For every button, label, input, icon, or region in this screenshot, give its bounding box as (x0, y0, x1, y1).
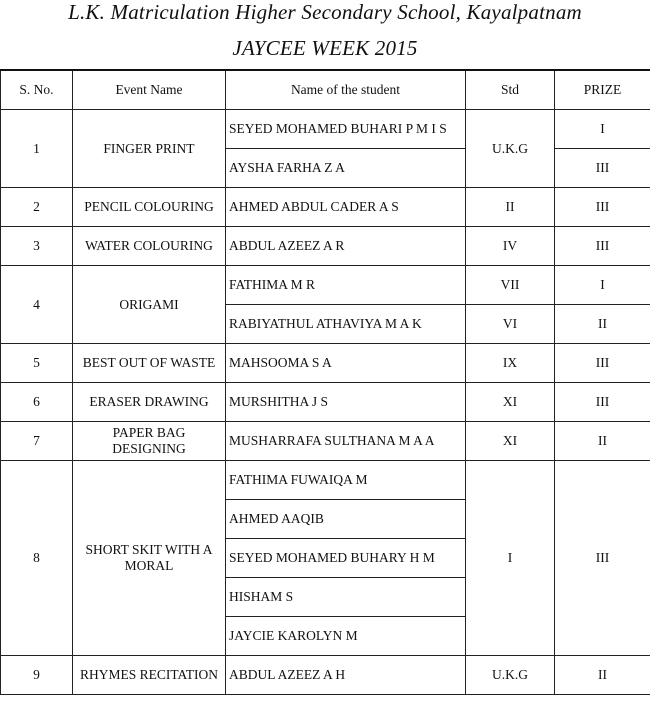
school-title: L.K. Matriculation Higher Secondary School, Kayalpatnam (68, 0, 582, 24)
student-cell: FATHIMA FUWAIQA M (226, 461, 466, 500)
student-cell: AHMED AAQIB (226, 500, 466, 539)
col-header-sno: S. No. (1, 70, 73, 110)
table-row (1, 266, 650, 305)
sno-cell: 8 (1, 461, 73, 656)
event-cell: WATER COLOURING (73, 227, 226, 266)
table-row (1, 383, 650, 422)
prize-cell: III (555, 344, 650, 383)
prize-cell: II (555, 422, 650, 461)
prize-cell: II (555, 305, 650, 344)
student-cell: FATHIMA M R (226, 266, 466, 305)
header-row (1, 70, 650, 110)
event-cell: PAPER BAG DESIGNING (73, 422, 226, 461)
std-cell: II (466, 188, 555, 227)
sno-cell: 3 (1, 227, 73, 266)
std-cell: IV (466, 227, 555, 266)
student-cell: ABDUL AZEEZ A R (226, 227, 466, 266)
student-cell: HISHAM S (226, 578, 466, 617)
table-row (1, 422, 650, 461)
event-cell: BEST OUT OF WASTE (73, 344, 226, 383)
sno-cell: 9 (1, 656, 73, 695)
table-row (1, 344, 650, 383)
student-cell: SEYED MOHAMED BUHARY H M (226, 539, 466, 578)
prize-cell: I (555, 266, 650, 305)
student-cell: JAYCIE KAROLYN M (226, 617, 466, 656)
student-cell: SEYED MOHAMED BUHARI P M I S (226, 110, 466, 149)
prize-cell: I (555, 110, 650, 149)
std-cell: VII (466, 266, 555, 305)
table-row (1, 656, 650, 695)
event-title: JAYCEE WEEK 2015 (232, 36, 418, 60)
student-cell: AYSHA FARHA Z A (226, 149, 466, 188)
col-header-prize: PRIZE (555, 70, 650, 110)
sno-cell: 5 (1, 344, 73, 383)
table-row (1, 227, 650, 266)
student-cell: RABIYATHUL ATHAVIYA M A K (226, 305, 466, 344)
student-cell: MURSHITHA J S (226, 383, 466, 422)
prize-cell: III (555, 383, 650, 422)
table-row (1, 461, 650, 500)
prize-cell: III (555, 227, 650, 266)
table-row (1, 188, 650, 227)
std-cell: XI (466, 383, 555, 422)
student-cell: AHMED ABDUL CADER A S (226, 188, 466, 227)
sno-cell: 2 (1, 188, 73, 227)
event-cell: SHORT SKIT WITH A MORAL (73, 461, 226, 656)
prize-cell: III (555, 149, 650, 188)
prize-cell: II (555, 656, 650, 695)
col-header-event: Event Name (73, 70, 226, 110)
student-cell: ABDUL AZEEZ A H (226, 656, 466, 695)
event-cell: ORIGAMI (73, 266, 226, 344)
col-header-student: Name of the student (226, 70, 466, 110)
std-cell: U.K.G (466, 110, 555, 188)
sno-cell: 4 (1, 266, 73, 344)
sno-cell: 6 (1, 383, 73, 422)
std-cell: U.K.G (466, 656, 555, 695)
sno-cell: 7 (1, 422, 73, 461)
prize-cell: III (555, 188, 650, 227)
table-row (1, 110, 650, 149)
std-cell: VI (466, 305, 555, 344)
student-cell: MUSHARRAFA SULTHANA M A A (226, 422, 466, 461)
student-cell: MAHSOOMA S A (226, 344, 466, 383)
sno-cell: 1 (1, 110, 73, 188)
prize-cell: III (555, 461, 650, 656)
event-cell: ERASER DRAWING (73, 383, 226, 422)
std-cell: XI (466, 422, 555, 461)
event-cell: FINGER PRINT (73, 110, 226, 188)
std-cell: I (466, 461, 555, 656)
col-header-std: Std (466, 70, 555, 110)
event-cell: RHYMES RECITATION (73, 656, 226, 695)
std-cell: IX (466, 344, 555, 383)
results-table (0, 69, 650, 695)
event-cell: PENCIL COLOURING (73, 188, 226, 227)
